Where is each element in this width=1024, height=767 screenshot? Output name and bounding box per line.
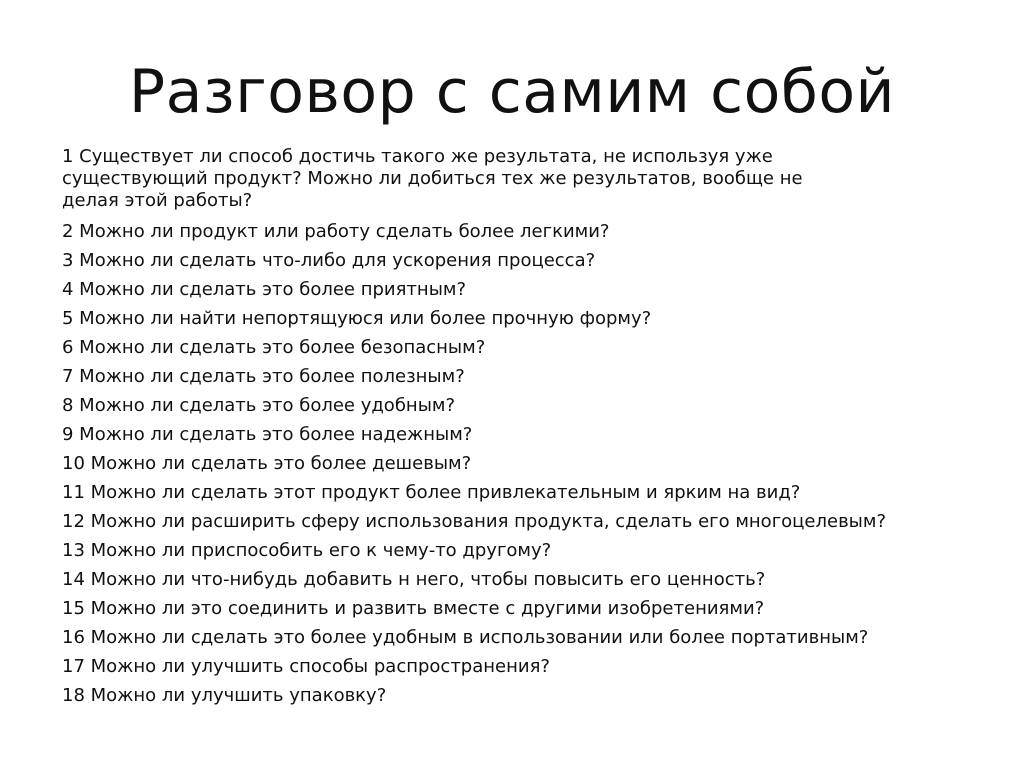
question-item-1: 1 Существует ли способ достичь такого же результата, не используя уже существующий продукт? Можно ли добиться тех же результатов, вообще не делая этой работы?: [62, 146, 803, 211]
question-item-15: 15 Можно ли это соединить и развить вместе с другими изобретениями?: [62, 598, 765, 619]
question-item-12: 12 Можно ли расширить сферу использования продукта, сделать его многоцелевым?: [62, 511, 887, 532]
question-item-7: 7 Можно ли сделать это более полезным?: [62, 366, 465, 387]
question-item-6: 6 Можно ли сделать это более безопасным?: [62, 337, 486, 358]
question-list: [62, 146, 992, 713]
question-item-3: 3 Можно ли сделать что-либо для ускорения процесса?: [62, 250, 596, 271]
question-item-13: 13 Можно ли приспособить его к чему-то другому?: [62, 540, 552, 561]
question-item-8: 8 Можно ли сделать это более удобным?: [62, 395, 456, 416]
question-item-11: 11 Можно ли сделать этот продукт более привлекательным и ярким на вид?: [62, 482, 801, 503]
slide-title: Разговор с самим собой: [128, 57, 896, 127]
question-item-4: 4 Можно ли сделать это более приятным?: [62, 279, 467, 300]
question-item-10: 10 Можно ли сделать это более дешевым?: [62, 453, 472, 474]
question-item-18: 18 Можно ли улучшить упаковку?: [62, 685, 387, 706]
question-item-2: 2 Можно ли продукт или работу сделать более легкими?: [62, 221, 610, 242]
question-item-14: 14 Можно ли что-нибудь добавить н него, чтобы повысить его ценность?: [62, 569, 766, 590]
question-item-9: 9 Можно ли сделать это более надежным?: [62, 424, 473, 445]
question-item-17: 17 Можно ли улучшить способы распространения?: [62, 656, 550, 677]
question-item-16: 16 Можно ли сделать это более удобным в использовании или более портативным?: [62, 627, 869, 648]
question-item-5: 5 Можно ли найти непортящуюся или более прочную форму?: [62, 308, 652, 329]
